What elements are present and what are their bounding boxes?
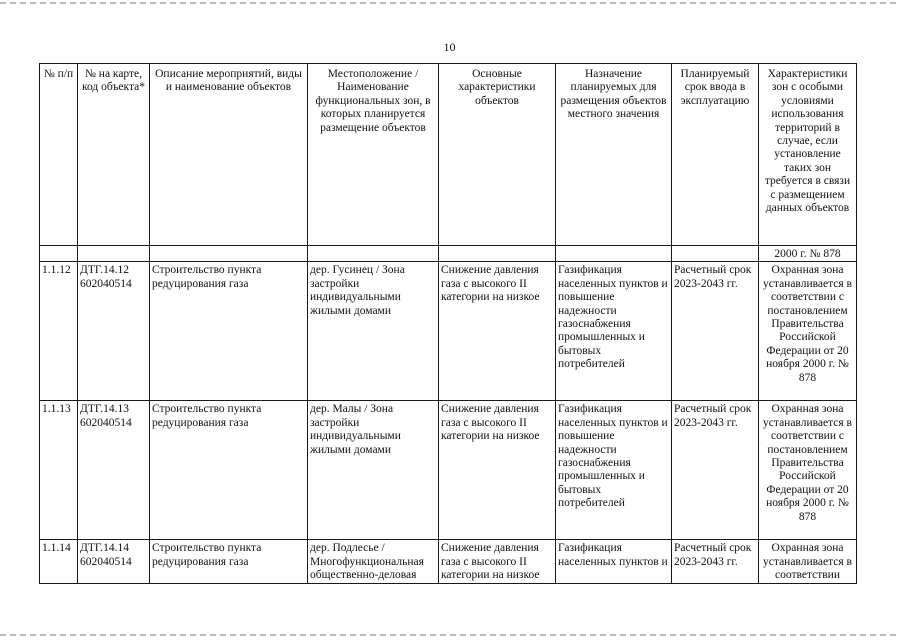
header-location: Местоположение / Наименование функциональных зон, в которых планируется размещение объектов xyxy=(308,64,439,246)
row-zone: Охранная зона устанавливается в соответствии с постановлением Правительства Российской Федерации от 20 ноября 2000 г. № 878 xyxy=(759,262,857,401)
row-location: дер. Подлесье / Многофункциональная общественно-деловая xyxy=(308,540,439,583)
row-code-map: ДТГ.14.12 xyxy=(80,264,129,277)
table-header-row xyxy=(40,64,857,246)
row-number: 1.1.14 xyxy=(40,540,78,583)
carryover-zone-text: 2000 г. № 878 xyxy=(759,246,857,262)
row-term xyxy=(672,540,759,583)
header-special-zones: Характеристики зон с особыми условиями использования территорий в случае, если установление таких зон требуется в связи с размещением данных объектов xyxy=(759,64,857,246)
row-description: Строительство пункта редуцирования газа xyxy=(150,540,308,583)
row-purpose: Газификация населенных пунктов и повышение надежности газоснабжения промышленных и бытовых потребителей xyxy=(556,262,672,401)
row-term-label: Расчетный срок xyxy=(674,403,752,416)
row-term-years: 2023-2043 гг. xyxy=(674,416,738,429)
row-code xyxy=(78,401,150,540)
row-term-years: 2023-2043 гг. xyxy=(674,277,738,290)
header-characteristics: Основные характеристики объектов xyxy=(439,64,556,246)
row-code-map: ДТГ.14.13 xyxy=(80,403,129,416)
table-row xyxy=(40,401,857,540)
row-description: Строительство пункта редуцирования газа xyxy=(150,262,308,401)
row-number: 1.1.13 xyxy=(40,401,78,540)
carryover-row xyxy=(40,246,857,262)
row-location: дер. Гусинец / Зона застройки индивидуальными жилыми домами xyxy=(308,262,439,401)
row-code xyxy=(78,262,150,401)
row-term xyxy=(672,262,759,401)
header-purpose: Назначение планируемых для размещения объектов местного значения xyxy=(556,64,672,246)
row-zone: Охранная зона устанавливается в соответствии xyxy=(759,540,857,583)
row-characteristics: Снижение давления газа с высокого II категории на низкое xyxy=(439,540,556,583)
planned-objects-table xyxy=(39,63,857,584)
header-number: № п/п xyxy=(40,64,78,246)
table-row xyxy=(40,262,857,401)
table-row xyxy=(40,540,857,583)
header-map-code: № на карте, код объекта* xyxy=(78,64,150,246)
row-code-object: 602040514 xyxy=(80,277,132,290)
row-purpose: Газификация населенных пунктов и xyxy=(556,540,672,583)
bottom-scan-edge xyxy=(0,634,899,636)
row-code xyxy=(78,540,150,583)
top-scan-edge xyxy=(0,2,899,4)
row-characteristics: Снижение давления газа с высокого II категории на низкое xyxy=(439,262,556,401)
row-term-label: Расчетный срок xyxy=(674,264,752,277)
row-number: 1.1.12 xyxy=(40,262,78,401)
header-description: Описание мероприятий, виды и наименование объектов xyxy=(150,64,308,246)
row-term-label: Расчетный срок xyxy=(674,542,752,555)
row-zone: Охранная зона устанавливается в соответствии с постановлением Правительства Российской Федерации от 20 ноября 2000 г. № 878 xyxy=(759,401,857,540)
row-term-years: 2023-2043 гг. xyxy=(674,555,738,568)
page-number: 10 xyxy=(443,40,456,54)
row-code-map: ДТГ.14.14 xyxy=(80,542,129,555)
row-code-object: 602040514 xyxy=(80,555,132,568)
header-term: Планируемый срок ввода в эксплуатацию xyxy=(672,64,759,246)
row-description: Строительство пункта редуцирования газа xyxy=(150,401,308,540)
row-purpose: Газификация населенных пунктов и повышение надежности газоснабжения промышленных и бытовых потребителей xyxy=(556,401,672,540)
row-location: дер. Малы / Зона застройки индивидуальными жилыми домами xyxy=(308,401,439,540)
row-characteristics: Снижение давления газа с высокого II категории на низкое xyxy=(439,401,556,540)
row-term xyxy=(672,401,759,540)
row-code-object: 602040514 xyxy=(80,416,132,429)
